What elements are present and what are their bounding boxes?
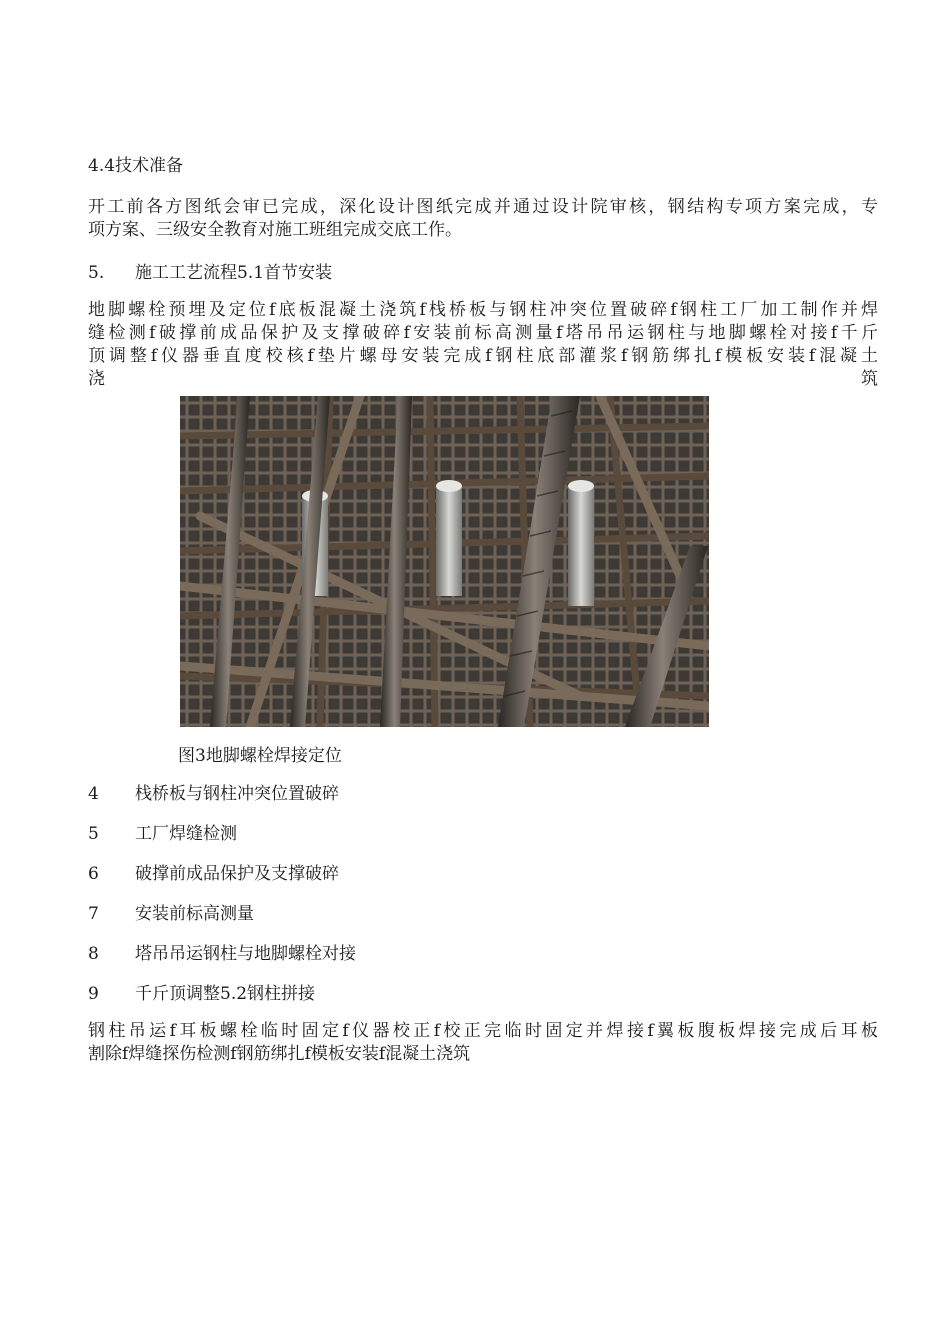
step-item	[88, 983, 315, 1005]
step-item	[88, 823, 237, 845]
tech-prep-line: 开工前各方图纸会审已完成，深化设计图纸完成并通过设计院审核，钢结构专项方案完成，专	[88, 197, 878, 217]
step-item	[88, 943, 356, 965]
tech-prep-line: 项方案、三级安全教育对施工班组完成交底工作。	[88, 220, 462, 240]
step-text: 栈桥板与钢柱冲突位置破碎	[135, 784, 339, 804]
step-text: 破撑前成品保护及支撑破碎	[135, 864, 339, 884]
process-heading-number: 5.	[88, 263, 105, 283]
step-text: 千斤顶调整5.2钢柱拼接	[135, 984, 316, 1004]
step-text: 工厂焊缝检测	[135, 824, 237, 844]
step-number: 9	[88, 984, 99, 1004]
step-number: 5	[88, 824, 99, 844]
step-text: 塔吊吊运钢柱与地脚螺栓对接	[135, 944, 356, 964]
step-item	[88, 783, 339, 805]
step-number: 8	[88, 944, 99, 964]
rebar-anchor-bolt-photo	[180, 396, 709, 727]
step-item	[88, 863, 339, 885]
flow-2-paragraph	[88, 1020, 878, 1066]
figure-caption: 图3地脚螺栓焊接定位	[178, 746, 342, 766]
step-item	[88, 903, 254, 925]
flow-1-line: 缝检测f破撑前成品保护及支撑破碎f安装前标高测量f塔吊吊运钢柱与地脚螺栓对接f千斤	[88, 323, 878, 343]
step-number: 4	[88, 784, 99, 804]
section-heading: 4.4技术准备	[88, 156, 184, 176]
flow-1-line: 顶调整f仪器垂直度校核f垫片螺母安装完成f钢柱底部灌浆f钢筋绑扎f模板安装f混凝土	[88, 346, 878, 366]
flow-2-line: 割除f焊缝探伤检测f钢筋绑扎f模板安装f混凝土浇筑	[88, 1044, 471, 1064]
tech-prep-paragraph	[88, 196, 878, 242]
step-number: 6	[88, 864, 99, 884]
process-heading	[88, 262, 332, 284]
flow-1-line-last: 浇 筑	[88, 369, 878, 389]
step-text: 安装前标高测量	[135, 904, 254, 924]
flow-2-line: 钢柱吊运f耳板螺栓临时固定f仪器校正f校正完临时固定并焊接f翼板腹板焊接完成后耳板	[88, 1021, 878, 1041]
step-number: 7	[88, 904, 99, 924]
process-heading-text: 施工工艺流程5.1首节安装	[135, 263, 333, 283]
flow-1-line: 地脚螺栓预埋及定位f底板混凝土浇筑f栈桥板与钢柱冲突位置破碎f钢柱工厂加工制作并焊	[88, 300, 878, 320]
flow-1-paragraph	[88, 299, 878, 391]
